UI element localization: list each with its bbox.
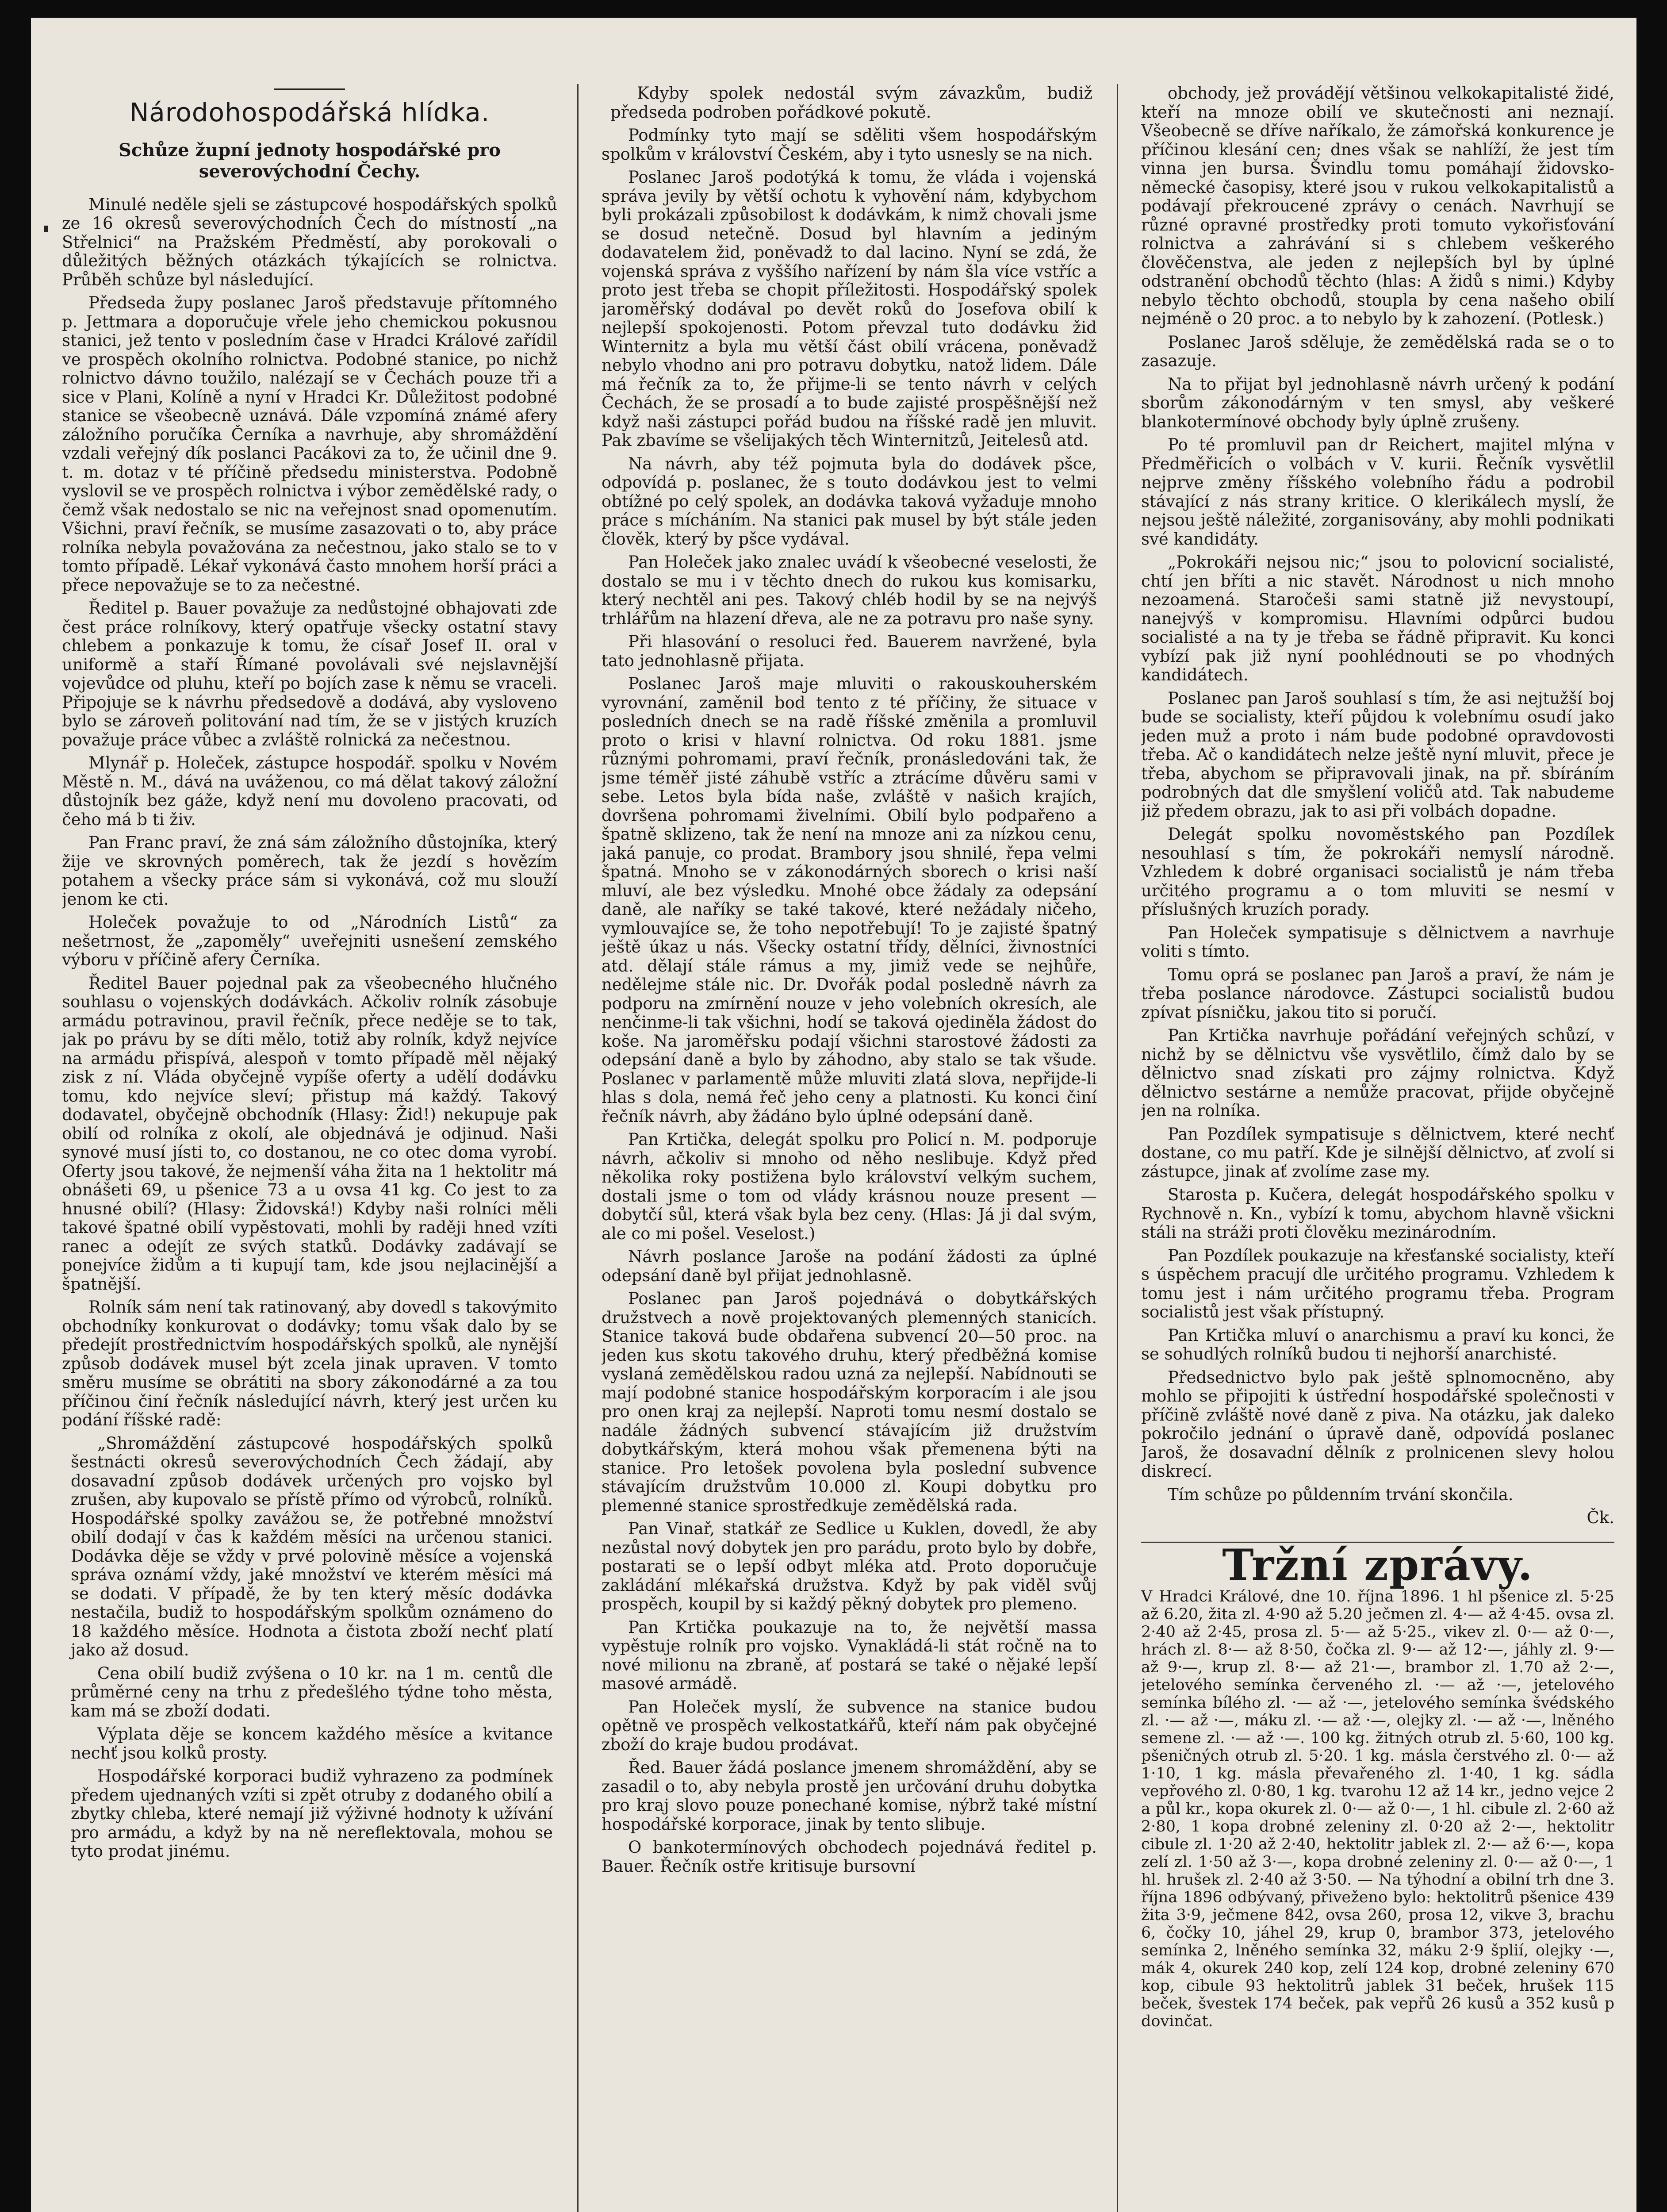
- margin-mark: [44, 226, 48, 232]
- paragraph: Delegát spolku novoměstského pan Pozdílek nesouhlasí s tím, že pokrokáři nemyslí národně. Vzhledem k dobré organisaci socialistů je nám třeba určitého programu a o tom mluviti se nesmí v příslušných kruzích porady.: [1141, 825, 1614, 919]
- paragraph: Pan Holeček myslí, že subvence na stanice budou opětně ve prospěch velkostatkářů, kteří nám pak obyčejné zboží do kraje budou prodávat.: [602, 1697, 1097, 1754]
- paragraph: Pan Krtička navrhuje pořádání veřejných schůzí, v nichž by se dělnictvu vše vysvětlilo, čímž dalo by se dělnictvo snad získati pro zájmy rolnictva. Když dělnictvo sestárne a nemůže pracovat, přijde obyčejně jen na rolníka.: [1141, 1026, 1614, 1120]
- paragraph: Pan Franc praví, že zná sám záložního důstojníka, který žije ve skrovných poměrech, tak že jezdí s hovězím potahem a všecky práce sám si vykonává, což mu slouží jenom ke cti.: [62, 833, 557, 909]
- paragraph: Pan Krtička poukazuje na to, že největší massa vypěstuje rolník pro vojsko. Vynakládá-li stát ročně na to nové milionu na zbraně, ať postará se také o nějaké lepší masové armádě.: [602, 1617, 1097, 1693]
- header-rule: [274, 88, 345, 90]
- resolution-paragraph: Cena obilí budiž zvýšena o 10 kr. na 1 m. centů dle průměrné ceny na trhu z předešlého týdne toho města, kam má se zboží dodati.: [71, 1663, 553, 1720]
- resolution-paragraph: Hospodářské korporaci budiž vyhrazeno za podmínek předem ujednaných vzíti si zpět otruby z dodaného obilí a zbytky chleba, které nemají již výživné hodnoty k užívání pro armádu, a když by na ně nereflektovala, mohou se tyto prodat jinému.: [71, 1767, 553, 1861]
- article-subtitle: Schůze župní jednoty hospodářské pro severovýchodní Čechy.: [119, 139, 501, 182]
- paragraph: Pan Krtička mluví o anarchismu a praví ku konci, že se sohudlých rolníků budou ti nejhorší anarchisté.: [1141, 1325, 1614, 1363]
- paragraph: Pan Vinař, statkář ze Sedlice u Kuklen, dovedl, že aby nezůstal nový dobytek jen pro parádu, proto bylo by dobře, postarati se o lepší odbyt mléka atd. Proto doporučuje zakládání mlékařská družstva. Když by pak viděl svůj prospěch, koupil by si každý pěkný dobytek pro plemeno.: [602, 1519, 1097, 1613]
- paragraph: „Pokrokáři nejsou nic;“ jsou to polovicní socialisté, chtí jen bříti a nic stavět. Národnost u nich mnoho nezoamená. Staročeši sami statně již nevystoupí, nanejvýš v kompromisu. Hlavními odpůrci budou socialisté a na ty je třeba se řádně připravit. Ku konci vybízí pak již nyní poohlédnouti se po vhodných kandidátech.: [1141, 553, 1614, 684]
- paragraph: Poslanec pan Jaroš souhlasí s tím, že asi nejtužší boj bude se socialisty, kteří půjdou k volebnímu osudí jako jeden muž a proto i nám bude podobné opravdovosti třeba. Ač o kandidátech nelze ještě nyní mluvit, přece je třeba, abychom se připravovali jinak, na př. sbíráním podrobných dat dle smyšlení voličů atd. Tak nabudeme již předem obrazu, jak to asi při volbách dopadne.: [1141, 688, 1614, 821]
- paragraph: Pan Holeček sympatisuje s dělnictvem a navrhuje voliti s tímto.: [1141, 923, 1614, 961]
- paragraph: Předseda župy poslanec Jaroš představuje přítomného p. Jettmara a doporučuje vřele jeho chemickou pokusnou stanici, jež tento v posledním čase v Hradci Králové zařídil ve prospěch okolního rolnictva. Podobné stanice, po nichž rolnictvo dávno toužilo, nalézají se v Čechách pouze tři a sice v Plani, Kolíně a nyní v Hradci Kr. Důležitost podobné stanice se všeobecně uznává. Dále vzpomíná známé afery záložního poručíka Černíka a navrhuje, aby shromáždění vzdali veřejný dík poslanci Pacákovi za to, že učinil dne 9. t. m. dotaz v té příčině předsedu ministerstva. Podobně vyslovil se ve prospěch rolnictva i výbor zemědělské rady, o čemž však nedostalo se nic na veřejnost snad opomenutím. Všichni, praví řečník, se musíme zasazovati o to, aby práce rolníka nebyla považována za nečestnou, jako stalo se to v tomto případě. Lékař vykonává často mnohem horší práci a přece nepovažuje se to za nečestné.: [62, 293, 557, 595]
- paragraph: Poslanec Jaroš sděluje, že zemědělská rada se o to zasazuje.: [1141, 332, 1614, 370]
- paragraph: Při hlasování o resoluci řed. Bauerem navržené, byla tato jednohlasně přijata.: [602, 632, 1097, 670]
- paragraph: Starosta p. Kučera, delegát hospodářského spolku v Rychnově n. Kn., vybízí k tomu, abychom hlavně všickni stáli na stráži proti člověku mezinárodním.: [1141, 1185, 1614, 1242]
- resolution-paragraph: Výplata děje se koncem každého měsíce a kvitance nechť jsou kolků prosty.: [71, 1724, 553, 1763]
- paragraph: Návrh poslance Jaroše na podání žádosti za úplné odepsání daně byl přijat jednohlasně.: [602, 1247, 1097, 1285]
- paragraph: Pan Krtička, delegát spolku pro Policí n. M. podporuje návrh, ačkoliv si mnoho od něho neslibuje. Když před několika roky postižena bylo království velkým suchem, dostali jsme o tom od vlády krásnou nouze present — dobytčí sůl, která však byla bez ceny. (Hlas: Já ji dal svým, ale co mi pošel. Veselost.): [602, 1130, 1097, 1243]
- column-rule-2: [1117, 84, 1118, 2212]
- author-signature: Čk.: [1587, 1508, 1614, 1527]
- paragraph: Holeček považuje to od „Národních Listů“ za nešetrnost, že „zapoměly“ uveřejniti usnešení zemského výboru v příčině afery Černíka.: [62, 913, 557, 969]
- paragraph: Tomu oprá se poslanec pan Jaroš a praví, že nám je třeba poslance národovce. Zástupci socialistů budou zpívat písničku, jakou tito si poručí.: [1141, 965, 1614, 1022]
- resolution-paragraph: Kdyby spolek nedostál svým závazkům, budiž předseda podroben pořádkové pokutě.: [610, 84, 1092, 122]
- section-title: Národohospodářská hlídka.: [129, 97, 490, 127]
- paragraph: Ředitel Bauer pojednal pak za všeobecného hlučného souhlasu o vojenských dodávkách. Ačkoliv rolník zásobuje armádu potravinou, pravil řečník, přece neděje se to tak, jak po právu by se díti mělo, totiž aby rolník, když nejvíce na armádu přispívá, alespoň v tomto případě měl nějaký zisk z ní. Vláda obyčejně vypíše oferty a udělí dodávku tomu, kdo nejvíce sleví; přistup má každý. Takový dodavatel, obyčejně obchodník (Hlasy: Žid!) nekupuje pak obilí od rolníka z okolí, ale objednává je odjinud. Naši synové musí jísti to, co dostanou, ne co otec doma vyrobí. Oferty jsou takové, že nejmenší váha žita na 1 hektolitr má obnášeti 69, u pšenice 73 a u ovsa 41 kg. Co jest to za hnusné obilí? (Hlasy: Židovská!) Kdyby naši rolníci měli takové špatné obilí vypěstovati, mohli by raději hned vzíti ranec a odejít ze svých statků. Dodávky zadávají se ponejvíce židům a ti kupují tam, kde jsou nejlacinější a špatnější.: [62, 973, 557, 1294]
- paragraph: Tím schůze po půldenním trvání skončila.: [1168, 1485, 1514, 1504]
- paragraph: Poslanec pan Jaroš pojednává o dobytkářských družstvech a nově projektovaných plemenných stanicích. Stanice taková bude obdařena subvencí 20—50 proc. na jeden kus skotu takového druhu, který předběžná komise vyslaná zemědělskou radou uzná za nejlepší. Nabídnouti se mají podobné stanice hospodářským korporacím i ale jsou pro onen kraj za nejlepší. Naproti tomu nesmí dostalo se nadále žádných subvencí stávajícím již družstvím dobytkářským, která mohou však přemenena býti na stanice. Pro letošek povolena byla poslední subvence stávajícím družstvům 10.000 zl. Koupi dobytku pro plemenné stanice sprostředkuje zemědělská rada.: [602, 1289, 1097, 1515]
- newspaper-page: [31, 18, 1636, 2212]
- market-report-text: V Hradci Králové, dne 10. října 1896. 1 hl pšenice zl. 5·25 až 6.20, žita zl. 4·90 až 5.20 ječmen zl. 4·— až 4·45. ovsa zl. 2·40 až 2·45, prosa zl. 5·— až 5·25., vikev zl. 0·— až 0·—, hrách zl. 8·— až 8·50, čočka zl. 9·— až 12·—, jáhly zl. 9·— až 9·—, krup zl. 8·— až 21·—, brambor zl. 1.70 až 2·—, jetelového semínka červeného zl. ·— až ·—, jetelového semínka bílého zl. ·— až ·—, jetelového semínka švédského zl. ·— až ·—, máku zl. ·— až ·—, olejky zl. ·— až ·—, lněného semene zl. ·— až ·—. 100 kg. žitných otrub zl. 5·60, 100 kg. pšeničných otrub zl. 5·20. 1 kg. másla čerstvého zl. 0·— až 1·10, 1 kg. másla převařeného zl. 1·40, 1 kg. sádla vepřového zl. 0·80, 1 kg. tvarohu 12 až 14 kr., jedno vejce 2 a půl kr., kopa okurek zl. 0·— až 0·—, 1 hl. cibule zl. 2·60 až 2·80, 1 kopa drobné zeleniny zl. 0·20 až 2·—, hektolitr cibule zl. 1·20 až 2·40, hektolitr jablek zl. 2·— až 6·—, kopa zelí zl. 1·50 až 3·—, kopa drobné zeleniny zl. 0·— až 0·—, 1 hl. hrušek zl. 2·40 až 3·50. — Na týhodní a obilní trh dne 3. října 1896 odbývaný, přiveženo bylo: hektolitrů pšenice 439 žita 3·9, ječmene 842, ovsa 260, prosa 12, vikve 3, brachu 6, čočky 10, jáhel 29, krup 0, brambor 373, jetelového semínka 2, lněného semínka 32, máku 2·9 šplií, olejky ·—, mák 4, okurek 240 kop, zelí 124 kop, drobné zeleniny 670 kop, cibule 93 hektolitrů jablek 31 beček, hrušek 115 beček, švestek 174 beček, pak vepřů 26 kusů a 352 kusů p dovinčat.: [1141, 1588, 1614, 2030]
- paragraph: O bankotermínových obchodech pojednává ředitel p. Bauer. Řečník ostře kritisuje bursovní: [602, 1838, 1097, 1876]
- paragraph: Poslanec Jaroš podotýká k tomu, že vláda i vojenská správa jevily by větší ochotu k vyhovění nám, kdybychom byli prokázali způsobilost k dodávkám, k nimž chovali jsme se dosud netečně. Dosud byl hlavním a jediným dodavatelem žid, poněvadž to dal lacino. Nyní se zdá, že vojenská správa z vyššího nařízení by nám šla více vstříc a proto jest třeba se chopit příležitosti. Hospodářský spolek jaroměřský dodával po devět roků do Josefova obilí k nejlepší spokojenosti. Potom převzal tuto dodávku žid Winternitz a byla mu větší část obilí vrácena, poněvadž nebylo vhodno ani pro potravu dobytku, natož lidem. Dále má řečník za to, že přijme-li se tento návrh v celých Čechách, že se prosadí a to bude zajisté prospěšnější než když naši zástupci pořád budou na říšské radě jen mluvit. Pak zbavíme se všelijakých těch Winternitzů, Jeitelesů atd.: [602, 168, 1097, 450]
- resolution-paragraph: „Shromáždění zástupcové hospodářských spolků šestnácti okresů severovýchodních Čech žádají, aby dosavadní způsob dodávek určených pro vojsko byl zrušen, aby kupovalo se přístě přímo od výrobců, rolníků. Hospodářské spolky zavážou se, že potřebné množství obilí dodají v čas k každém měsíci na určenou stanici. Dodávka děje se vždy v prvé polovině měsíce a vojenská správa oznámí vždy, jaké množství ve kterém měsíci má se dodati. V případě, že by ten který měsíc dodávka nestačila, budiž to hospodářským spolkům oznámeno do 18 každého měsíce. Hodnota a čistota zboží nechť platí jako až dosud.: [71, 1433, 553, 1659]
- column-2: [602, 84, 1097, 2212]
- paragraph: Řed. Bauer žádá poslance jmenem shromáždění, aby se zasadil o to, aby nebyla prostě jen určování druhu dobytka pro kraj slovo pouze ponechané komise, nýbrž také místní hospodářské korporace, jinak by tento slibuje.: [602, 1758, 1097, 1834]
- paragraph: Mlynář p. Holeček, zástupce hospodář. spolku v Novém Městě n. M., dává na uváženou, co má dělat takový záložní důstojník bez gáže, když není mu dovoleno pracovati, od čeho má b ti živ.: [62, 753, 557, 829]
- market-report-title: Tržní zprávy.: [1222, 1540, 1533, 1590]
- paragraph: Na to přijat byl jednohlasně návrh určený k podání sborům zákonodárným v ten smysl, aby veškeré blankotermínové obchody byly úplně zrušeny.: [1141, 374, 1614, 431]
- paragraph: Rolník sám není tak ratinovaný, aby dovedl s takovýmito obchodníky konkurovat o dodávky; tomu však dalo by se předejít prostřednictvím hospodářských spolků, ale nynější způsob dodávek musel být zcela jinak upraven. V tomto směru musíme se obrátiti na sbory zákonodárné a za tou příčinou činí řečník následující návrh, který jest určen ku podání říšské radě:: [62, 1298, 557, 1429]
- paragraph: Podmínky tyto mají se sděliti všem hospodářským spolkům v království Českém, aby i tyto usnesly se na nich.: [602, 126, 1097, 164]
- paragraph: Pan Pozdílek sympatisuje s dělnictvem, které nechť dostane, co mu patří. Kde je silnější dělnictvo, ať zvolí si zástupce, jinak ať zvolíme zase my.: [1141, 1124, 1614, 1181]
- paragraph: Ředitel p. Bauer považuje za nedůstojné obhajovati zde čest práce rolníkovy, který opatřuje všecky ostatní stavy chlebem a ponkazuje k tomu, že císař Josef II. oral v uniformě a staří Římané povolávali své nejslavnější vojevůdce od pluhu, kteří po bojích zase k němu se vraceli. Připojuje se k návrhu předsedově a dodává, aby vysloveno bylo se zároveň politování nad tím, že se v jistých kruzích považuje práce vůbec a zvláště rolnická za nečestnou.: [62, 599, 557, 749]
- column-3: [1141, 84, 1614, 2212]
- paragraph: Pan Pozdílek poukazuje na křesťanské socialisty, kteří s úspěchem pracují dle určitého programu. Vzhledem k tomu jest i nám určitého programu třeba. Program socialistů jest však přístupný.: [1141, 1246, 1614, 1321]
- paragraph: Pan Holeček jako znalec uvádí k všeobecné veselosti, že dostalo se mu i v těchto dnech do rukou kus komisarku, který nechtěl ani pes. Takový chléb hodil by se na nejvýš trhlářům na hlazení dřeva, ale ne za potravu pro naše syny.: [602, 553, 1097, 628]
- paragraph: obchody, jež provádějí většinou velkokapitalisté židé, kteří na mnoze obilí ve skutečnosti ani neznají. Všeobecně se dříve naříkalo, že zámořská konkurence je příčinou klesání cen; dnes však se nahlíží, že jest tím vinna jen bursa. Švindlu tomu pomáhají židovsko-německé časopisy, které jsou v rukou velkokapitalistů a podávají překroucené zprávy o cenách. Navrhují se různé opravné prostředky proti tomuto vykořisťování rolnictva a zahrávání si s chlebem veškerého člověčenstva, ale jeden z nejlepších byl by úplné odstranění obchodů těchto (hlas: A židů s nimi.) Kdyby nebylo těchto obchodů, stoupla by cena našeho obilí nejméně o 20 proc. a to nebylo by k zahození. (Potlesk.): [1141, 84, 1614, 328]
- paragraph: Na návrh, aby též pojmuta byla do dodávek pšce, odpovídá p. poslanec, že s touto dodávkou jest to velmi obtížné po celý spolek, an dodávka taková vyžaduje mnoho práce s mícháním. Na stanici pak musel by být stále jeden člověk, který by pšce vydával.: [602, 454, 1097, 549]
- paragraph: Po té promluvil pan dr Reichert, majitel mlýna v Předměřicích o volbách v V. kurii. Řečník vysvětlil nejprve změny říšského volebního řádu a podrobil stávající z nás strany kritice. O klerikálech myslí, že nejsou ještě náležité, zorganisovány, aby mohli podnikati své kandidáty.: [1141, 435, 1614, 549]
- paragraph: Poslanec Jaroš maje mluviti o rakouskouherském vyrovnání, zaměnil bod tento z té příčiny, že situace v posledních dnech se na radě říšské změnila a promluvil proto o krisi v hlavní rolnictva. Od roku 1881. jsme různými pohromami, praví řečník, pronásledováni tak, že jsme téměř jisté záhubě vstříc a ztrácíme důvěru sami v sebe. Letos byla bída naše, zvláště v našich krajích, dovršena pohromami živelními. Obilí bylo podpařeno a špatně sklizeno, tak že není na mnoze ani za nízkou cenu, jaká panuje, co prodat. Brambory jsou shnilé, řepa velmi špatná. Mnoho se v zákonodárných sborech o krisi naší mluví, ale bez výsledku. Mnohé obce žádaly za odepsání daně, ale naříky se také takové, které nežádaly ničeho, vymlouvajíce se, že toho nepotřebují! To je zajisté špatný ještě úkaz u nás. Všecky ostatní třídy, dělníci, živnostníci atd. dělají stále rámus a my, jimiž vede se nejhůře, nedělejme stále nic. Dr. Dvořák podal posledně návrh za podporu na zmírnění nouze v jeho volebních okresích, ale nenčinme-li tak všichni, hodí se taková ojediněla žádost do koše. Na jaroměřsku podají všichni starostové žádosti za odepsání daně a bylo by záhodno, aby stalo se tak všude. Poslanec v parlamentě může mluviti zlatá slova, nepřijde-li hlas s dola, nemá řeč jeho ceny a platnosti. Ku konci činí řečník návrh, aby žádáno bylo úplné odepsání daně.: [602, 674, 1097, 1126]
- column-1: [62, 84, 557, 2212]
- paragraph: Předsednictvo bylo pak ještě splnomocněno, aby mohlo se připojiti k ústřední hospodářské společnosti v příčině zvláště nové daně z piva. Na otázku, jak daleko pokročilo jednání o úpravě daně, odpovídá poslanec Jaroš, že dosavadní dělník z prolnicenen slevy holou diskrecí.: [1141, 1367, 1614, 1481]
- paragraph: Minulé neděle sjeli se zástupcové hospodářských spolků ze 16 okresů severovýchodních Čech do místností „na Střelnici“ na Pražském Předměstí, aby porokovali o důležitých běžných otázkách týkajících se rolnictva. Průběh schůze byl následující.: [62, 195, 557, 289]
- column-rule-1: [577, 84, 579, 2212]
